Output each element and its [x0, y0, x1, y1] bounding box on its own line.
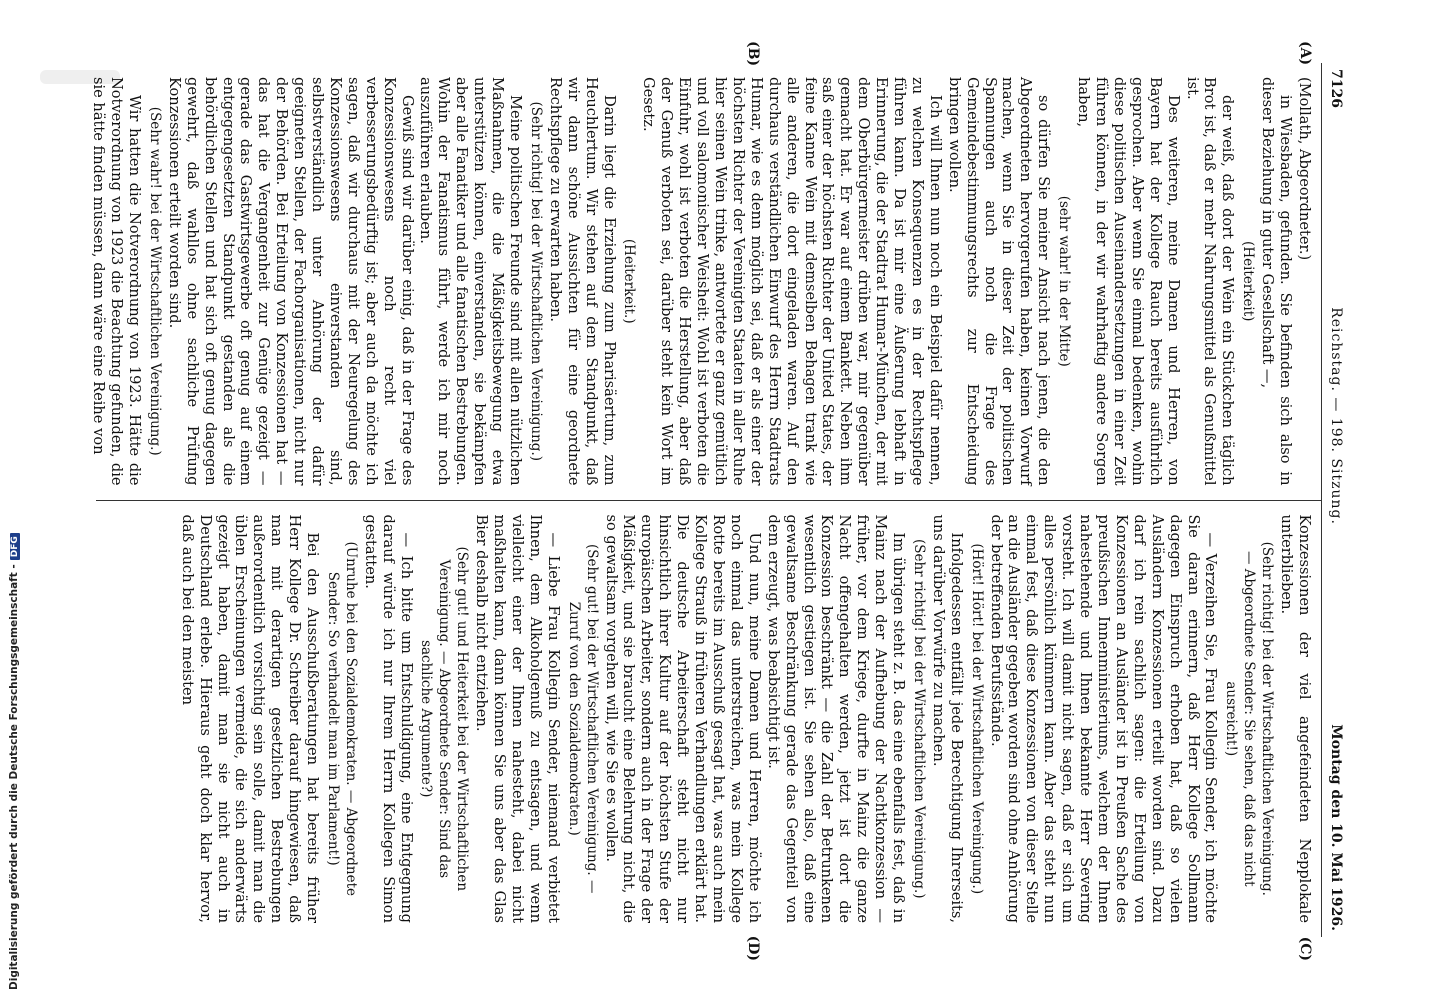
paragraph: Wir hatten die Notverordnung von 1923. Hätte die Notverordnung von 1923 die Beachtung gefunden, die sie hätte finden müssen, dann wäre eine Reihe von — [90, 77, 143, 486]
margin-marker-d: (D) — [745, 935, 761, 961]
paragraph: Und nun, meine Damen und Herren, möchte ich noch einmal das unterstreichen, was mein Kollege Rotte bereits im Ausschuß gesagt hat, was auch mein Kollege Strauß in früheren Verhandlungen erklärt hat. Die deutsche Arbeiterschaft steht nicht nur hinsichtlich ihrer Kultur auf der höchsten Stufe der europäischen Arbeiter, sondern auch in der Frage der Mäßigkeit, und sie braucht eine Belehrung nicht, die so gewaltsam vorgehen will, wie Sie es wollen. — [602, 514, 763, 923]
paragraph: Infolgedessen entfällt jede Berechtigung Ihrerseits, uns darüber Vorwürfe zu machen. — [929, 514, 965, 923]
header-title: Reichstag. — 198. Sitzung. — [1328, 307, 1344, 525]
running-header — [1321, 63, 1344, 937]
paragraph: Darin liegt die Erziehung zum Pharisäertum, zum Heuchlertum. Wir stehen auf dem Standpunkt, daß wir dann schöne Aussichten für eine geordnete Rechtspflege zu erwarten haben. — [546, 77, 618, 486]
interjection: (sehr wahr! in der Mitte) — [1056, 195, 1073, 367]
paragraph: Ich will Ihnen nun noch ein Beispiel dafür nennen, zu welchen Konsequenzen es in der Rechtspflege führen kann. Da ist mir eine Äußerung lebhaft in Erinnerung, die der Stadtrat Humar-München, der mit dem Oberbürgermeister drüben war, mir gegenüber gemacht hat. Er war auf einem Bankett. Neben ihm saß einer der höchsten Richter der United States, der feine Kanne Wein mit demselben Behagen trank wie alle anderen, die dort eingeladen waren. Auf den durchaus verständlichen Einwurf des Herrn Stadtrats Humar, wie es denn möglich sei, daß er als einer der höchsten Richter der Vereinigten Staaten in aller Ruhe hier seinen Wein trinke, antwortete er ganz gemütlich und voll salomonischer Weisheit: Wohl ist verboten die Einfuhr, wohl ist verboten die Herstellung, aber daß der Genuß verboten sei, darüber steht kein Wort im Gesetz. — [640, 77, 944, 486]
interjection: (Heiterkeit) — [1240, 241, 1257, 322]
credit-text: Digitalisierung gefördert durch die Deutsche Forschungsgemeinschaft - — [8, 564, 20, 990]
interjection: (Heiterkeit.) — [621, 238, 638, 324]
interjection: (Sehr richtig! bei der Wirtschaftlichen Vereinigung.) — [527, 101, 544, 462]
paragraph: — Ich bitte um Entschuldigung, eine Entgegnung darauf würde ich nur Ihrem Herrn Kollegen Simon gestatten. — [361, 514, 415, 923]
paragraph: Des weiteren, meine Damen und Herren, von Bayern hat der Kollege Rauch bereits ausführlich gesprochen. Aber wenn Sie einmal bedenken, wohin diese politischen Auseinandersetzungen in einer Zeit führen können, in der wir wahrhaftig andere Sorgen haben, — [1075, 77, 1182, 486]
page-number: 7126 — [1328, 69, 1344, 108]
digitization-credit-strip — [0, 0, 20, 1000]
paragraph: Bei den Ausschußberatungen hat bereits früher Herr Kollege Dr. Schreiber darauf hingewiesen, daß man mit derartigen gesetzlichen Bestrebungen außerordentlich vorsichtig sein solle, damit man die üblen Erscheinungen vermeide, die sich anderwärts gezeigt haben, damit man sie nicht auch in Deutschland erlebe. Hieraus geht doch klar hervor, daß auch bei den meisten — [178, 514, 322, 923]
interjection: (Sehr richtig! bei der Wirtschaftlichen Vereinigung.) — [910, 538, 927, 899]
interjection: (Hört! Hört! bei der Wirtschaftlichen Vereinigung.) — [968, 543, 985, 895]
paragraph: — Liebe Frau Kollegin Sender, niemand verbietet Ihnen, dem Alkoholgenuß zu entsagen, und wenn vielleicht einer der Ihnen nahesteht, dabei nicht maßhalten kann, dann können Sie uns aber das Glas Bier deshalb nicht entziehen. — [473, 514, 562, 923]
interjection: (Mollath, Abgeordneter.) — [1296, 77, 1313, 261]
paragraph: Konzessionen der viel angefeindeten Nepplokale unterblieben. — [1278, 514, 1313, 923]
paragraph: so dürfen Sie meiner Ansicht nach jenen, die den Abgeordneten hervorgerufen haben, keinen Vorwurf machen, wenn Sie in dieser Zeit der politischen Spannungen auch noch die Frage des Gemeindebestimmungsrechts zur Entscheidung bringen wollen. — [945, 77, 1053, 486]
interjection: (Sehr gut! und Heiterkeit bei der Wirtschaftlichen Vereinigung. — Abgeordnete Sender: Sind das sachliche Argumente?) — [418, 546, 471, 892]
margin-marker-a: (A) — [1297, 41, 1313, 66]
margin-marker-b: (B) — [745, 41, 761, 67]
digitization-credit — [8, 533, 20, 990]
dfg-logo: DFG — [10, 533, 20, 560]
rotated-document-page — [72, 35, 1362, 965]
paragraph: Gewiß sind wir darüber einig, daß in der Frage des Konzessionswesens noch recht viel verbesserungsbedürftig ist; aber auch da möchte ich sagen, daß wir durchaus mit der Neuregelung des Konzessionswesens einverstanden sind, selbstverständlich unter Anhörung der dafür geeigneten Stellen, der Fachorganisationen, nicht nur der Behörden. Bei Erteilung von Konzessionen hat — das hat die Vergangenheit zur Genüge gezeigt — gerade das Gastwirtsgewerbe oft genug auf einem entgegengesetzten Standpunkt gestanden als die behördlichen Stellen und hat sich oft genug dagegen gewehrt, daß wahllos ohne sachliche Prüfung Konzessionen erteilt worden sind. — [165, 77, 416, 486]
paragraph: — Verzeihen Sie, Frau Kollegin Sender, ich möchte Sie daran erinnern, daß Herr Kollege Sollmann dagegen Einspruch erhoben hat, daß so vielen Ausländern Konzessionen erteilt worden sind. Dazu darf ich rein sachlich sagen: die Erteilung von Konzessionen an Ausländer ist in Preußen Sache des preußischen Innenministeriums, welchem der Ihnen nahestehende und Ihnen bekannte Herr Severing vorsteht. Ich will damit nicht sagen, daß er sich um alles persönlich kümmern kann. Aber das steht nun einmal fest, daß diese Konzessionen von dieser Stelle an die Ausländer gegeben worden sind ohne Anhörung der betreffenden Berufsstände. — [987, 514, 1220, 923]
interjection: (Unruhe bei den Sozialdemokraten. — Abgeordnete Sender: So verhandelt man im Parlament!) — [324, 541, 359, 897]
paragraph: Im übrigen steht z. B. das eine ebenfalls fest, daß in Mainz nach der Aufhebung der Nachtkonzession — früher, vor dem Kriege, durfte in Mainz die ganze Nacht offengehalten werden, jetzt ist dort die Konzession beschränkt — die Zahl der Betrunkenen wesentlich gestiegen ist. Sie sehen also, daß eine gewaltsame Beschränkung gerade das Gegenteil von dem erzeugt, was beabsichtigt ist. — [764, 514, 908, 923]
paragraph: in Wiesbaden, gefunden. Sie befinden sich also in dieser Beziehung in guter Gesellschaft —, — [1259, 77, 1295, 486]
interjection: (Sehr gut! bei der Wirtschaftlichen Vereinigung. — Zuruf von den Sozialdemokraten.) — [565, 544, 600, 894]
two-column-body — [90, 41, 1321, 961]
margin-marker-c: (C) — [1297, 936, 1313, 961]
paragraph: der weiß, daß dort der Wein ein Stückchen täglich Brot ist, daß er mehr Nahrungsmittel als Genußmittel ist. — [1183, 77, 1237, 486]
text-column-right — [96, 500, 1321, 938]
text-column-left — [90, 63, 1321, 500]
interjection: (Sehr wahr! bei der Wirtschaftlichen Vereinigung.) — [146, 106, 163, 456]
paragraph: Meine politischen Freunde sind mit allen nützlichen Maßnahmen, die die Mäßigkeitsbewegung etwa unterstützen können, einverstanden, sie bekämpfen aber alle Fanatiker und alle fanatischen Bestrebungen. Wohin der Fanatismus führt, werde ich mir noch auszuführen erlauben. — [417, 77, 525, 486]
interjection: (Sehr richtig! bei der Wirtschaftlichen Vereinigung. — Abgeordnete Sender: Sie sehen, daß das nicht ausreicht!) — [1223, 541, 1276, 896]
header-date: Montag den 10. Mai 1926. — [1328, 724, 1344, 931]
